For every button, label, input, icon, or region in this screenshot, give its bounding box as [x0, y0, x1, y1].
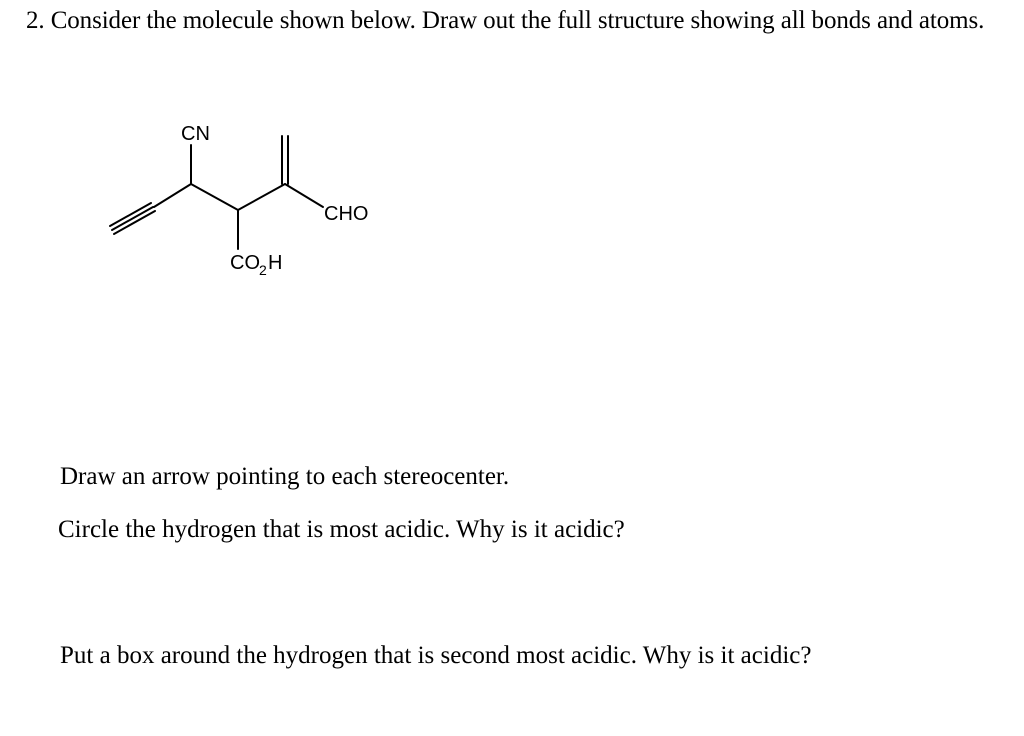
co2h-subscript: 2 [259, 262, 267, 278]
question-text: 2. Consider the molecule shown below. Draw out the full structure showing all bonds and atoms. [26, 7, 985, 34]
alkyne-bond-2 [112, 207, 153, 230]
alkyne-bond-1 [110, 203, 151, 226]
cho-bond [285, 184, 323, 207]
alkyne-bond-3 [114, 211, 155, 234]
co2h-co-text: CO [230, 252, 260, 274]
instruction-most-acidic: Circle the hydrogen that is most acidic. Why is it acidic? [58, 516, 625, 543]
cn-label: CN [181, 123, 210, 145]
cho-label: CHO [324, 203, 369, 225]
chain-bond-1 [154, 184, 191, 207]
chain-bond-2 [191, 184, 238, 210]
co2h-h-text: H [268, 252, 283, 274]
chain-bond-3 [238, 184, 285, 210]
instruction-stereocenter: Draw an arrow pointing to each stereocenter. [60, 463, 510, 490]
co2h-label [230, 252, 282, 278]
instruction-second-acidic: Put a box around the hydrogen that is second most acidic. Why is it acidic? [60, 642, 812, 669]
